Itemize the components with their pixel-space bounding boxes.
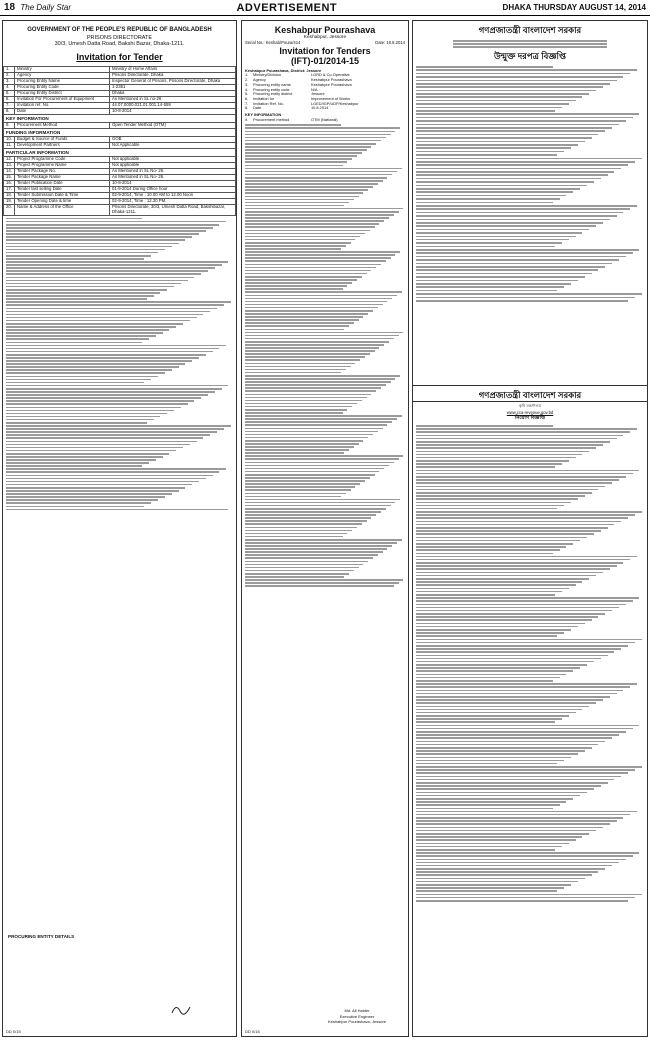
cell-k: Tender Package Name bbox=[14, 175, 109, 181]
cell-n: 15. bbox=[4, 175, 15, 181]
masthead: The Daily Star bbox=[20, 3, 72, 12]
cell-v: As Mentioned in SL no-26 bbox=[109, 96, 235, 102]
gov-heading: গণপ্রজাতন্ত্রী বাংলাদেশ সরকার bbox=[478, 25, 582, 35]
ad-id: DD 0/15 bbox=[245, 1029, 260, 1034]
cell-v: 10-8-2014 bbox=[109, 108, 235, 114]
notice-body bbox=[416, 425, 644, 902]
info-v: N/A bbox=[311, 86, 318, 92]
info-n: 5. bbox=[245, 91, 249, 97]
cell-k: Project Programme Name bbox=[14, 163, 109, 169]
cell-v: Inspector General of Prisons, Prisons Directorate, Dhaka bbox=[109, 79, 235, 85]
cell-v: Not applicable bbox=[109, 157, 235, 163]
info-v: LGED/IGP/UDP/Keshabpur bbox=[311, 100, 359, 106]
info-n: 7. bbox=[245, 100, 249, 106]
cell-n: 6. bbox=[4, 96, 15, 102]
table-row bbox=[4, 204, 236, 215]
cell-v: As Mentioned in SL No- 26. bbox=[109, 175, 235, 181]
notice-number: (IFT)-01/2014-15 bbox=[290, 55, 360, 66]
cell-k: Tender Submission Date & Time bbox=[14, 193, 109, 199]
info-k: Date bbox=[253, 105, 262, 111]
cell-k: Invitation For Procurement of Equipment bbox=[14, 96, 109, 102]
cell-n: 2. bbox=[4, 73, 15, 79]
info-k: Invitation Ref. No. bbox=[253, 100, 284, 106]
cell-v: Not applicable bbox=[109, 163, 235, 169]
info-k: Invitation for bbox=[253, 95, 275, 101]
page-number: 18 bbox=[4, 2, 16, 13]
cell-v: 01-9-2014 During Office hour bbox=[109, 187, 235, 193]
key-info-label: KEY INFORMATION bbox=[245, 111, 282, 117]
org-name: Keshabpur Pourashava bbox=[274, 25, 376, 35]
remaining-text bbox=[245, 124, 405, 587]
cell-v: As Mentioned in SL No- 26. bbox=[109, 169, 235, 175]
cell-v: 10-8-2014 bbox=[109, 181, 235, 187]
cell-n: 9. bbox=[4, 123, 15, 129]
cell-n: 10. bbox=[4, 137, 15, 143]
cell-k: Project Programme Code bbox=[14, 157, 109, 163]
info-n: 6. bbox=[245, 95, 249, 101]
info-v: Jessore bbox=[311, 91, 325, 97]
cell-n: 14. bbox=[4, 169, 15, 175]
notice-title: উন্মুক্ত দরপত্র বিজ্ঞপ্তি bbox=[494, 50, 566, 61]
signature-block bbox=[136, 1001, 226, 1020]
info-k: Ministry/Division bbox=[253, 72, 282, 78]
cell-k: Development Partners bbox=[14, 143, 109, 149]
signature-block bbox=[312, 1008, 402, 1024]
cell-k: Date bbox=[14, 108, 109, 114]
section-heading: PARTICULAR INFORMATION bbox=[4, 149, 236, 157]
info-v: LGRD & Co-Operative bbox=[311, 72, 350, 78]
cell-k: Tender last selling Date bbox=[14, 187, 109, 193]
info-k: Procuring entity name bbox=[253, 81, 291, 87]
signatory-name: Md. Ali Haider bbox=[344, 1008, 370, 1014]
cell-k: Tender Opening Date & time bbox=[14, 198, 109, 204]
info-n: 4. bbox=[245, 86, 249, 92]
cell-n: 1. bbox=[4, 67, 15, 73]
remaining-text bbox=[6, 218, 233, 510]
cell-v: 44.07.0000.021.01.001.14-559 bbox=[109, 102, 235, 108]
cell-k: Agency bbox=[14, 73, 109, 79]
info-k: Procuring entity code bbox=[253, 86, 290, 92]
info-n: 1. bbox=[245, 72, 249, 78]
cell-v: Not Applicable bbox=[109, 143, 235, 149]
cell-n: 17. bbox=[4, 187, 15, 193]
keshabpur-tender-notice: Keshabpur Pourashava Keshabpur, Jessore Serial No.: Keshab/Poura/414 Date: 10.8.2014 Invitation for Tenders (IFT)-01/2014-15 Keshabpur Pourashava, District: Jessore 1. Ministry/Division LGRD & Co-Operative 2. Agency Keshabpur Pourashava 3. Procuring entity name Keshabpur Pourashava 4. Procuring entity code N/A 5. Procuring entity district Jessore 6. Invitation for Improvement of Works 7. Invitation Ref. No. LGED/IGP/UDP/Keshabpur 8. Date 10.8.2014 KEY INFORMATION 9. Procurement method OTM (National) Md. Ali Haider Executive Engineer Keshabpur Pourashava, Jessore DD 0/15 bbox=[241, 20, 409, 1037]
info-k: Procuring entity district bbox=[253, 91, 293, 97]
office-name: PRISONS DIRECTORATE bbox=[86, 34, 153, 41]
section-heading: KEY INFORMATION bbox=[4, 114, 236, 122]
notice-subtitle: Keshabpur Pourashava, District: Jessore bbox=[245, 67, 322, 73]
method-value: OTM (National) bbox=[311, 116, 338, 122]
info-v: 10.8.2014 bbox=[311, 105, 329, 111]
signatory-org: Keshabpur Pourashava, Jessore bbox=[327, 1018, 387, 1024]
cell-n: 4. bbox=[4, 85, 15, 91]
notice-title: Invitation for Tenders bbox=[279, 46, 371, 56]
info-n: 3. bbox=[245, 81, 249, 87]
info-v: Keshabpur Pourashava bbox=[311, 81, 352, 87]
page-header bbox=[0, 0, 650, 16]
info-row bbox=[245, 106, 405, 111]
cell-v: GOB bbox=[109, 137, 235, 143]
cell-v: 1-2351 bbox=[109, 85, 235, 91]
bengali-tender-notice bbox=[412, 20, 648, 402]
cell-v: Ministry of Home Affairs bbox=[109, 67, 235, 73]
info-v: Improvement of Works bbox=[311, 95, 351, 101]
dateline: DHAKA THURSDAY AUGUST 14, 2014 bbox=[502, 3, 646, 12]
cell-k: Procurement Method bbox=[14, 123, 109, 129]
website: www.cca-revenue.gov.bd bbox=[506, 410, 554, 415]
cell-n: 11. bbox=[4, 143, 15, 149]
cell-n: 19. bbox=[4, 198, 15, 204]
section-title: ADVERTISEMENT bbox=[236, 1, 338, 14]
cell-v: 02-9-2014, Time : 12.30 PM. bbox=[109, 198, 235, 204]
info-n: 2. bbox=[245, 77, 249, 83]
cell-n: 12. bbox=[4, 157, 15, 163]
cell-k: Invitation ref. No. bbox=[14, 102, 109, 108]
cell-n: 20. bbox=[4, 204, 15, 215]
info-list bbox=[242, 73, 408, 111]
cell-v: Prisons Directorate, Dhaka bbox=[109, 73, 235, 79]
cell-v: 02-9-2014, Time : 10.00 AM to 12.00 Noon bbox=[109, 193, 235, 199]
notice-date: Date: 10.8.2014 bbox=[375, 40, 405, 45]
org-place: Keshabpur, Jessore bbox=[303, 35, 347, 40]
cell-k: Name & Address of the Office bbox=[14, 204, 109, 215]
notice-body bbox=[416, 66, 644, 302]
cell-k: Procuring Entity Name bbox=[14, 79, 109, 85]
ministry: কৃষি মন্ত্রণালয় bbox=[518, 403, 542, 408]
cell-n: 16. bbox=[4, 181, 15, 187]
cell-k: Budget & Source of Funds bbox=[14, 137, 109, 143]
cell-k: Procuring Entity District bbox=[14, 91, 109, 97]
info-table bbox=[3, 66, 236, 216]
info-n: 8. bbox=[245, 105, 249, 111]
signature-mark bbox=[170, 1001, 192, 1019]
info-v: Keshabpur Pourashava bbox=[311, 77, 352, 83]
serial-no: Serial No.: Keshab/Poura/414 bbox=[245, 40, 301, 45]
cell-v: Prisons Directorate, 30/3, Umesh Datta Road, Bakshibazar, Dhaka-1211. bbox=[109, 204, 235, 215]
prisons-tender-notice bbox=[2, 20, 237, 1037]
ad-id: DD 0/15 bbox=[6, 1029, 21, 1034]
cell-n: 5. bbox=[4, 91, 15, 97]
cell-k: Tender Package No. bbox=[14, 169, 109, 175]
gov-heading: GOVERNMENT OF THE PEOPLE'S REPUBLIC OF BANGLADESH bbox=[27, 27, 212, 33]
cell-k: Ministry bbox=[14, 67, 109, 73]
section-heading: FUNDING INFORMATION bbox=[4, 128, 236, 136]
cell-v: Open Tender Method (OTM) bbox=[109, 123, 235, 129]
notice-title: নিয়োগ বিজ্ঞপ্তি bbox=[514, 415, 546, 421]
cell-n: 3. bbox=[4, 79, 15, 85]
cell-n: 13. bbox=[4, 163, 15, 169]
signatory-role: Executive Engineer bbox=[339, 1013, 375, 1019]
cell-n: 18. bbox=[4, 193, 15, 199]
cell-v: Dhaka bbox=[109, 91, 235, 97]
gov-heading: গণপ্রজাতন্ত্রী বাংলাদেশ সরকার bbox=[478, 390, 582, 400]
cell-k: Tender Publication Date bbox=[14, 181, 109, 187]
bengali-recruitment-notice bbox=[412, 385, 648, 1037]
cell-n: 8. bbox=[4, 108, 15, 114]
notice-title: Invitation for Tender bbox=[76, 52, 163, 63]
office-address: 30/3, Umesh Datta Road, Bakshi Bazar, Dhaka-1211. bbox=[54, 41, 185, 48]
procuring-entity-label: PROCURING ENTITY DETAILS bbox=[8, 934, 75, 939]
cell-k: Procuring Entity Code bbox=[14, 85, 109, 91]
cell-n: 7. bbox=[4, 102, 15, 108]
info-k: Agency bbox=[253, 77, 266, 83]
